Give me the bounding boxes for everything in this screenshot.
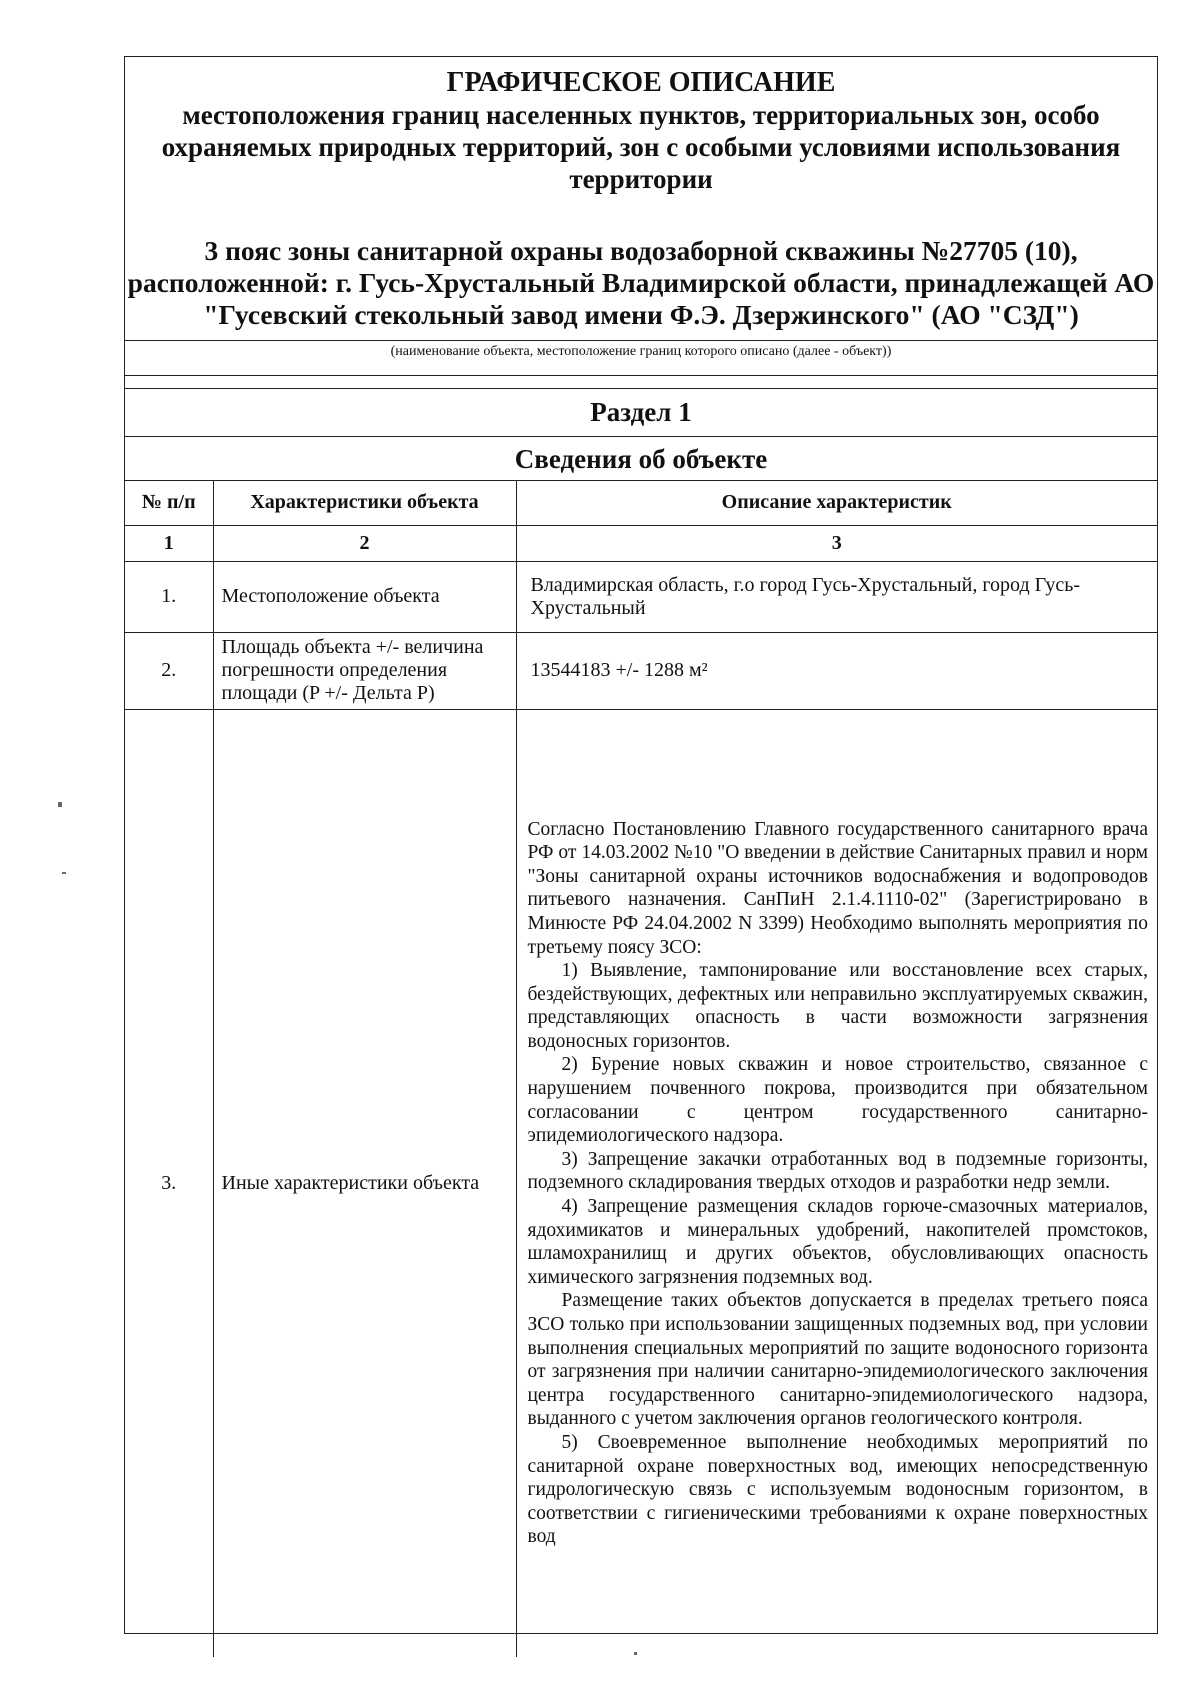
characteristics-table xyxy=(125,481,1157,1657)
header-description: Описание характеристик xyxy=(516,481,1157,525)
row-number: 3. xyxy=(125,709,213,1657)
row-description: Владимирская область, г.о город Гусь-Хрустальный, город Гусь-Хрустальный xyxy=(516,561,1157,632)
description-paragraph: Согласно Постановлению Главного государственного санитарного врача РФ от 14.03.2002 №10 "О введении в действие Санитарных правил и норм "Зоны санитарной охраны источников водоснабжения и водопроводов питьевого назначения. СанПиН 2.1.4.1110-02" (Зарегистрировано в Минюсте РФ 24.04.2002 N 3399) Необходимо выполнять мероприятия по третьему поясу ЗСО: xyxy=(527,818,1148,958)
description-paragraph: 2) Бурение новых скважин и новое строительство, связанное с нарушением почвенного покрова, производится при обязательном согласовании с центром государственного санитарно-эпидемиологического надзора. xyxy=(527,1054,1148,1147)
column-number: 3 xyxy=(516,525,1157,561)
column-number: 1 xyxy=(125,525,213,561)
row-characteristic: Иные характеристики объекта xyxy=(213,709,516,1657)
description-paragraph: 3) Запрещение закачки отработанных вод в подземные горизонты, подземного складирования твердых отходов и разработки недр земли. xyxy=(527,1148,1148,1194)
row-number: 2. xyxy=(125,632,213,709)
document-header xyxy=(125,57,1157,341)
header-no: № п/п xyxy=(125,481,213,525)
description-paragraph: 1) Выявление, тампонирование или восстановление всех старых, бездействующих, дефектных или неправильно эксплуатируемых скважин, представляющих опасность в части возможности загрязнения водоносных горизонтов. xyxy=(527,960,1148,1052)
table-header-row xyxy=(125,481,1157,525)
table-row xyxy=(125,709,1157,1657)
column-number: 2 xyxy=(213,525,516,561)
scan-speck xyxy=(62,872,66,874)
object-note: (наименование объекта, местоположение границ которого описано (далее - объект)) xyxy=(125,341,1157,376)
scan-speck xyxy=(634,1652,637,1655)
document-subtitle: местоположения границ населенных пунктов, территориальных зон, особо охраняемых природных территорий, зон с особыми условиями использования территории xyxy=(161,100,1121,194)
header-characteristic: Характеристики объекта xyxy=(213,481,516,525)
scan-speck xyxy=(58,802,62,807)
spacer-row xyxy=(125,376,1157,389)
row-characteristic: Местоположение объекта xyxy=(213,561,516,632)
table-row xyxy=(125,561,1157,632)
row-description xyxy=(516,709,1157,1657)
row-description: 13544183 +/- 1288 м² xyxy=(516,632,1157,709)
description-paragraph: 4) Запрещение размещения складов горюче-смазочных материалов, ядохимикатов и минеральных удобрений, накопителей промстоков, шламохранилищ и других объектов, обусловливающих опасность химического загрязнения подземных вод. xyxy=(527,1196,1148,1288)
document-sheet xyxy=(124,56,1158,1634)
row-number: 1. xyxy=(125,561,213,632)
info-title: Сведения об объекте xyxy=(125,437,1157,481)
document-title: ГРАФИЧЕСКОЕ ОПИСАНИЕ xyxy=(446,67,836,98)
table-row xyxy=(125,632,1157,709)
row-characteristic: Площадь объекта +/- величина погрешности определения площади (P +/- Дельта P) xyxy=(213,632,516,709)
object-name: 3 пояс зоны санитарной охраны водозаборной скважины №27705 (10), расположенной: г. Гусь-Хрустальный Владимирской области, принадлежащей АО "Гусевский стекольный завод имени Ф.Э. Дзержинского" (АО "СЗД") xyxy=(127,235,1155,330)
section-title: Раздел 1 xyxy=(125,389,1157,437)
column-number-row xyxy=(125,525,1157,561)
description-paragraph: Размещение таких объектов допускается в пределах третьего пояса ЗСО только при использовании защищенных подземных вод, при условии выполнения специальных мероприятий по защите водоносного горизонта от загрязнения при наличии санитарно-эпидемиологического заключения центра государственного санитарно-эпидемиологического надзора, выданного с учетом заключения органов геологического контроля. xyxy=(527,1290,1148,1430)
description-paragraph: 5) Своевременное выполнение необходимых мероприятий по санитарной охране поверхностных вод, имеющих непосредственную гидрологическую связь с используемым водоносным горизонтом, в соответствии с гигиеническими требованиями к охране поверхностных вод xyxy=(527,1431,1148,1548)
